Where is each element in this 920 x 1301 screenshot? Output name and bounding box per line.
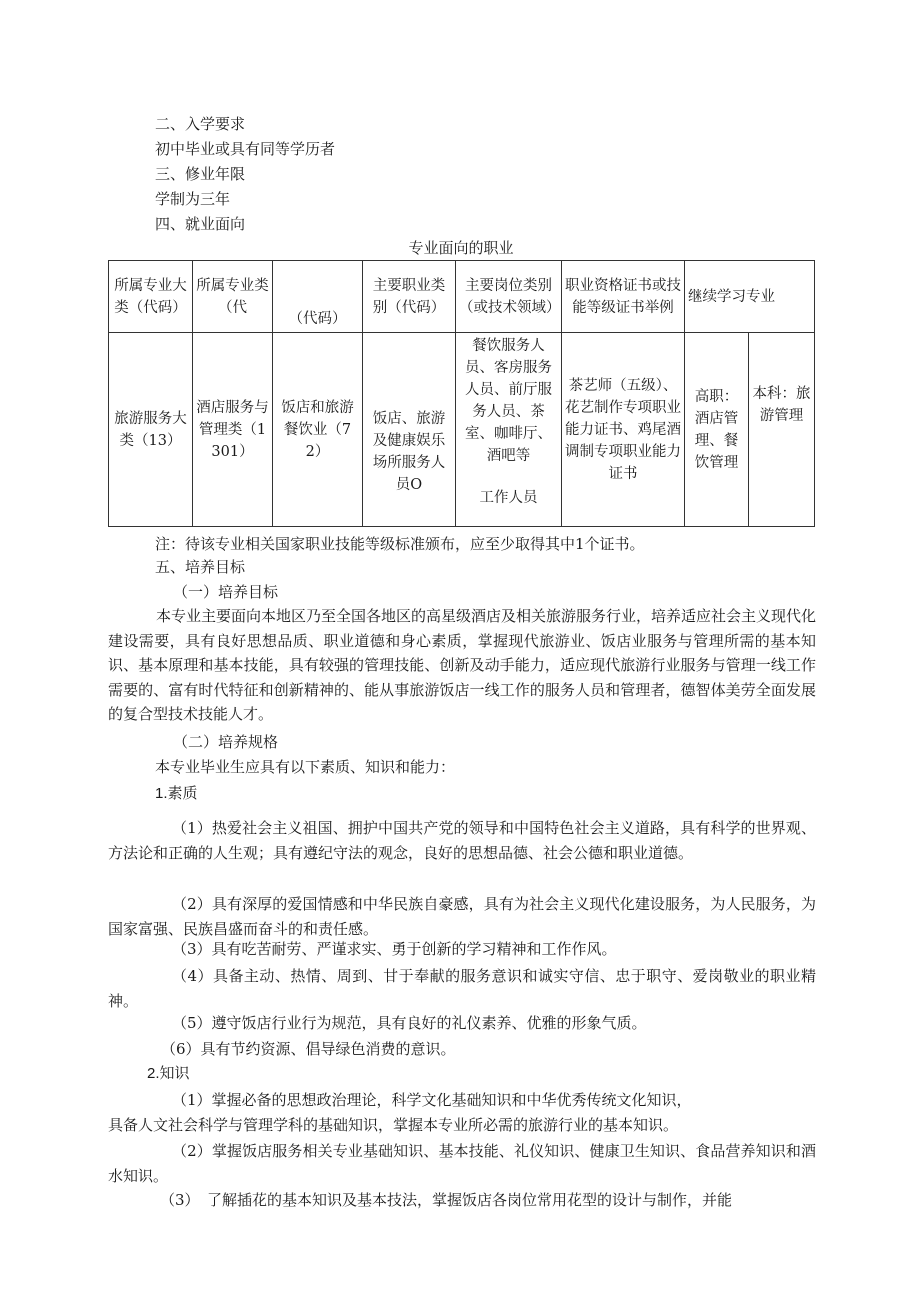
quality-heading: 1.素质 xyxy=(155,785,198,802)
training-spec-intro: 本专业毕业生应具有以下素质、知识和能力： xyxy=(155,758,456,776)
table-caption: 专业面向的职业 xyxy=(408,239,514,257)
header-major-category: 所属专业大类（代码） xyxy=(109,261,193,333)
header-industry-code: （代码） xyxy=(273,261,363,333)
quality-item-3: （3）具有吃苦耐劳、严谨求实、勇于创新的学习精神和工作作风。 xyxy=(172,940,617,958)
study-duration-heading: 三、修业年限 xyxy=(155,165,246,183)
header-further-study: 继续学习专业 xyxy=(685,261,815,333)
occupation-table xyxy=(108,260,815,527)
study-duration-text: 学制为三年 xyxy=(155,190,231,208)
cell-major-class: 酒店服务与管理类（1301） xyxy=(193,333,273,527)
training-goal-heading: 五、培养目标 xyxy=(155,558,246,576)
knowledge-heading: 2.知识 xyxy=(147,1065,190,1082)
knowledge-item-3: （3） 了解插花的基本知识及基本技法，掌握饭店各岗位常用花型的设计与制作，并能 xyxy=(160,1191,733,1209)
header-major-class: 所属专业类（代 xyxy=(193,261,273,333)
quality-item-4: （4）具备主动、热情、周到、甘于奉献的服务意识和诚实守信、忠于职守、爱岗敬业的职业精神。 xyxy=(108,967,816,1010)
table-row xyxy=(109,333,815,527)
cell-occupation-type: 饭店、旅游及健康娱乐场所服务人员O xyxy=(363,333,456,527)
table-header-row xyxy=(109,261,815,333)
employment-heading: 四、就业面向 xyxy=(155,215,246,233)
header-certificates: 职业资格证书或技能等级证书举例 xyxy=(562,261,685,333)
quality-item-2: （2）具有深厚的爱国情感和中华民族自豪感，具有为社会主义现代化建设服务，为人民服务，为国家富强、民族昌盛而奋斗的和责任感。 xyxy=(108,895,816,938)
table-note: 注：待该专业相关国家职业技能等级标准颁布，应至少取得其中1个证书。 xyxy=(155,535,645,553)
training-goal-paragraph: 本专业主要面向本地区乃至全国各地区的高星级酒店及相关旅游服务行业，培养适应社会主义现代化建设需要，具有良好思想品质、职业道德和身心素质，掌握现代旅游业、饭店业服务与管理所需的基本知识、基本原理和基本技能，具有较强的管理技能、创新及动手能力，适应现代旅游行业服务与管理一线工作需要的、富有时代特征和创新精神的、能从事旅游饭店一线工作的服务人员和管理者，德智体美劳全面发展的复合型技术技能人才。 xyxy=(108,607,817,723)
knowledge-item-2: （2）掌握饭店服务相关专业基础知识、基本技能、礼仪知识、健康卫生知识、食品营养知识和酒水知识。 xyxy=(108,1142,816,1185)
cell-higher-vocational: 高职：酒店管理、餐饮管理 xyxy=(685,333,749,527)
training-goal-subheading: （一）培养目标 xyxy=(173,583,279,601)
cell-major-category: 旅游服务大类（13） xyxy=(109,333,193,527)
header-occupation-type: 主要职业类别（代码） xyxy=(363,261,456,333)
knowledge-item-1-line2: 具备人文社会科学与管理学科的基础知识，掌握本专业所必需的旅游行业的基本知识。 xyxy=(108,1116,679,1134)
quality-item-6: （6）具有节约资源、倡导绿色消费的意识。 xyxy=(161,1040,456,1058)
entry-requirements-text: 初中毕业或具有同等学历者 xyxy=(155,140,336,158)
entry-requirements-heading: 二、入学要求 xyxy=(155,115,246,133)
cell-industry: 饭店和旅游餐饮业（72） xyxy=(273,333,363,527)
knowledge-item-1-line1: （1）掌握必备的思想政治理论，科学文化基础知识和中华优秀传统文化知识， xyxy=(172,1091,692,1109)
cell-certificates: 茶艺师（五级）、花艺制作专项职业能力证书、鸡尾酒调制专项职业能力证书 xyxy=(562,333,685,527)
cell-position-type-tail: 工作人员 xyxy=(479,490,538,506)
quality-item-1: （1）热爱社会主义祖国、拥护中国共产党的领导和中国特色社会主义道路，具有科学的世界观、方法论和正确的人生观；具有遵纪守法的观念，良好的思想品德、社会公德和职业道德。 xyxy=(108,819,816,862)
cell-position-type-main: 餐饮服务人员、客房服务人员、前厅服务人员、茶室、咖啡厅、酒吧等 xyxy=(465,338,552,464)
cell-position-type xyxy=(456,333,562,527)
header-position-type: 主要岗位类别（或技术领域） xyxy=(456,261,562,333)
quality-item-5: （5）遵守饭店行业行为规范，具有良好的礼仪素养、优雅的形象气质。 xyxy=(172,1014,647,1032)
training-spec-subheading: （二）培养规格 xyxy=(173,733,279,751)
cell-undergraduate: 本科：旅游管理 xyxy=(749,333,815,527)
